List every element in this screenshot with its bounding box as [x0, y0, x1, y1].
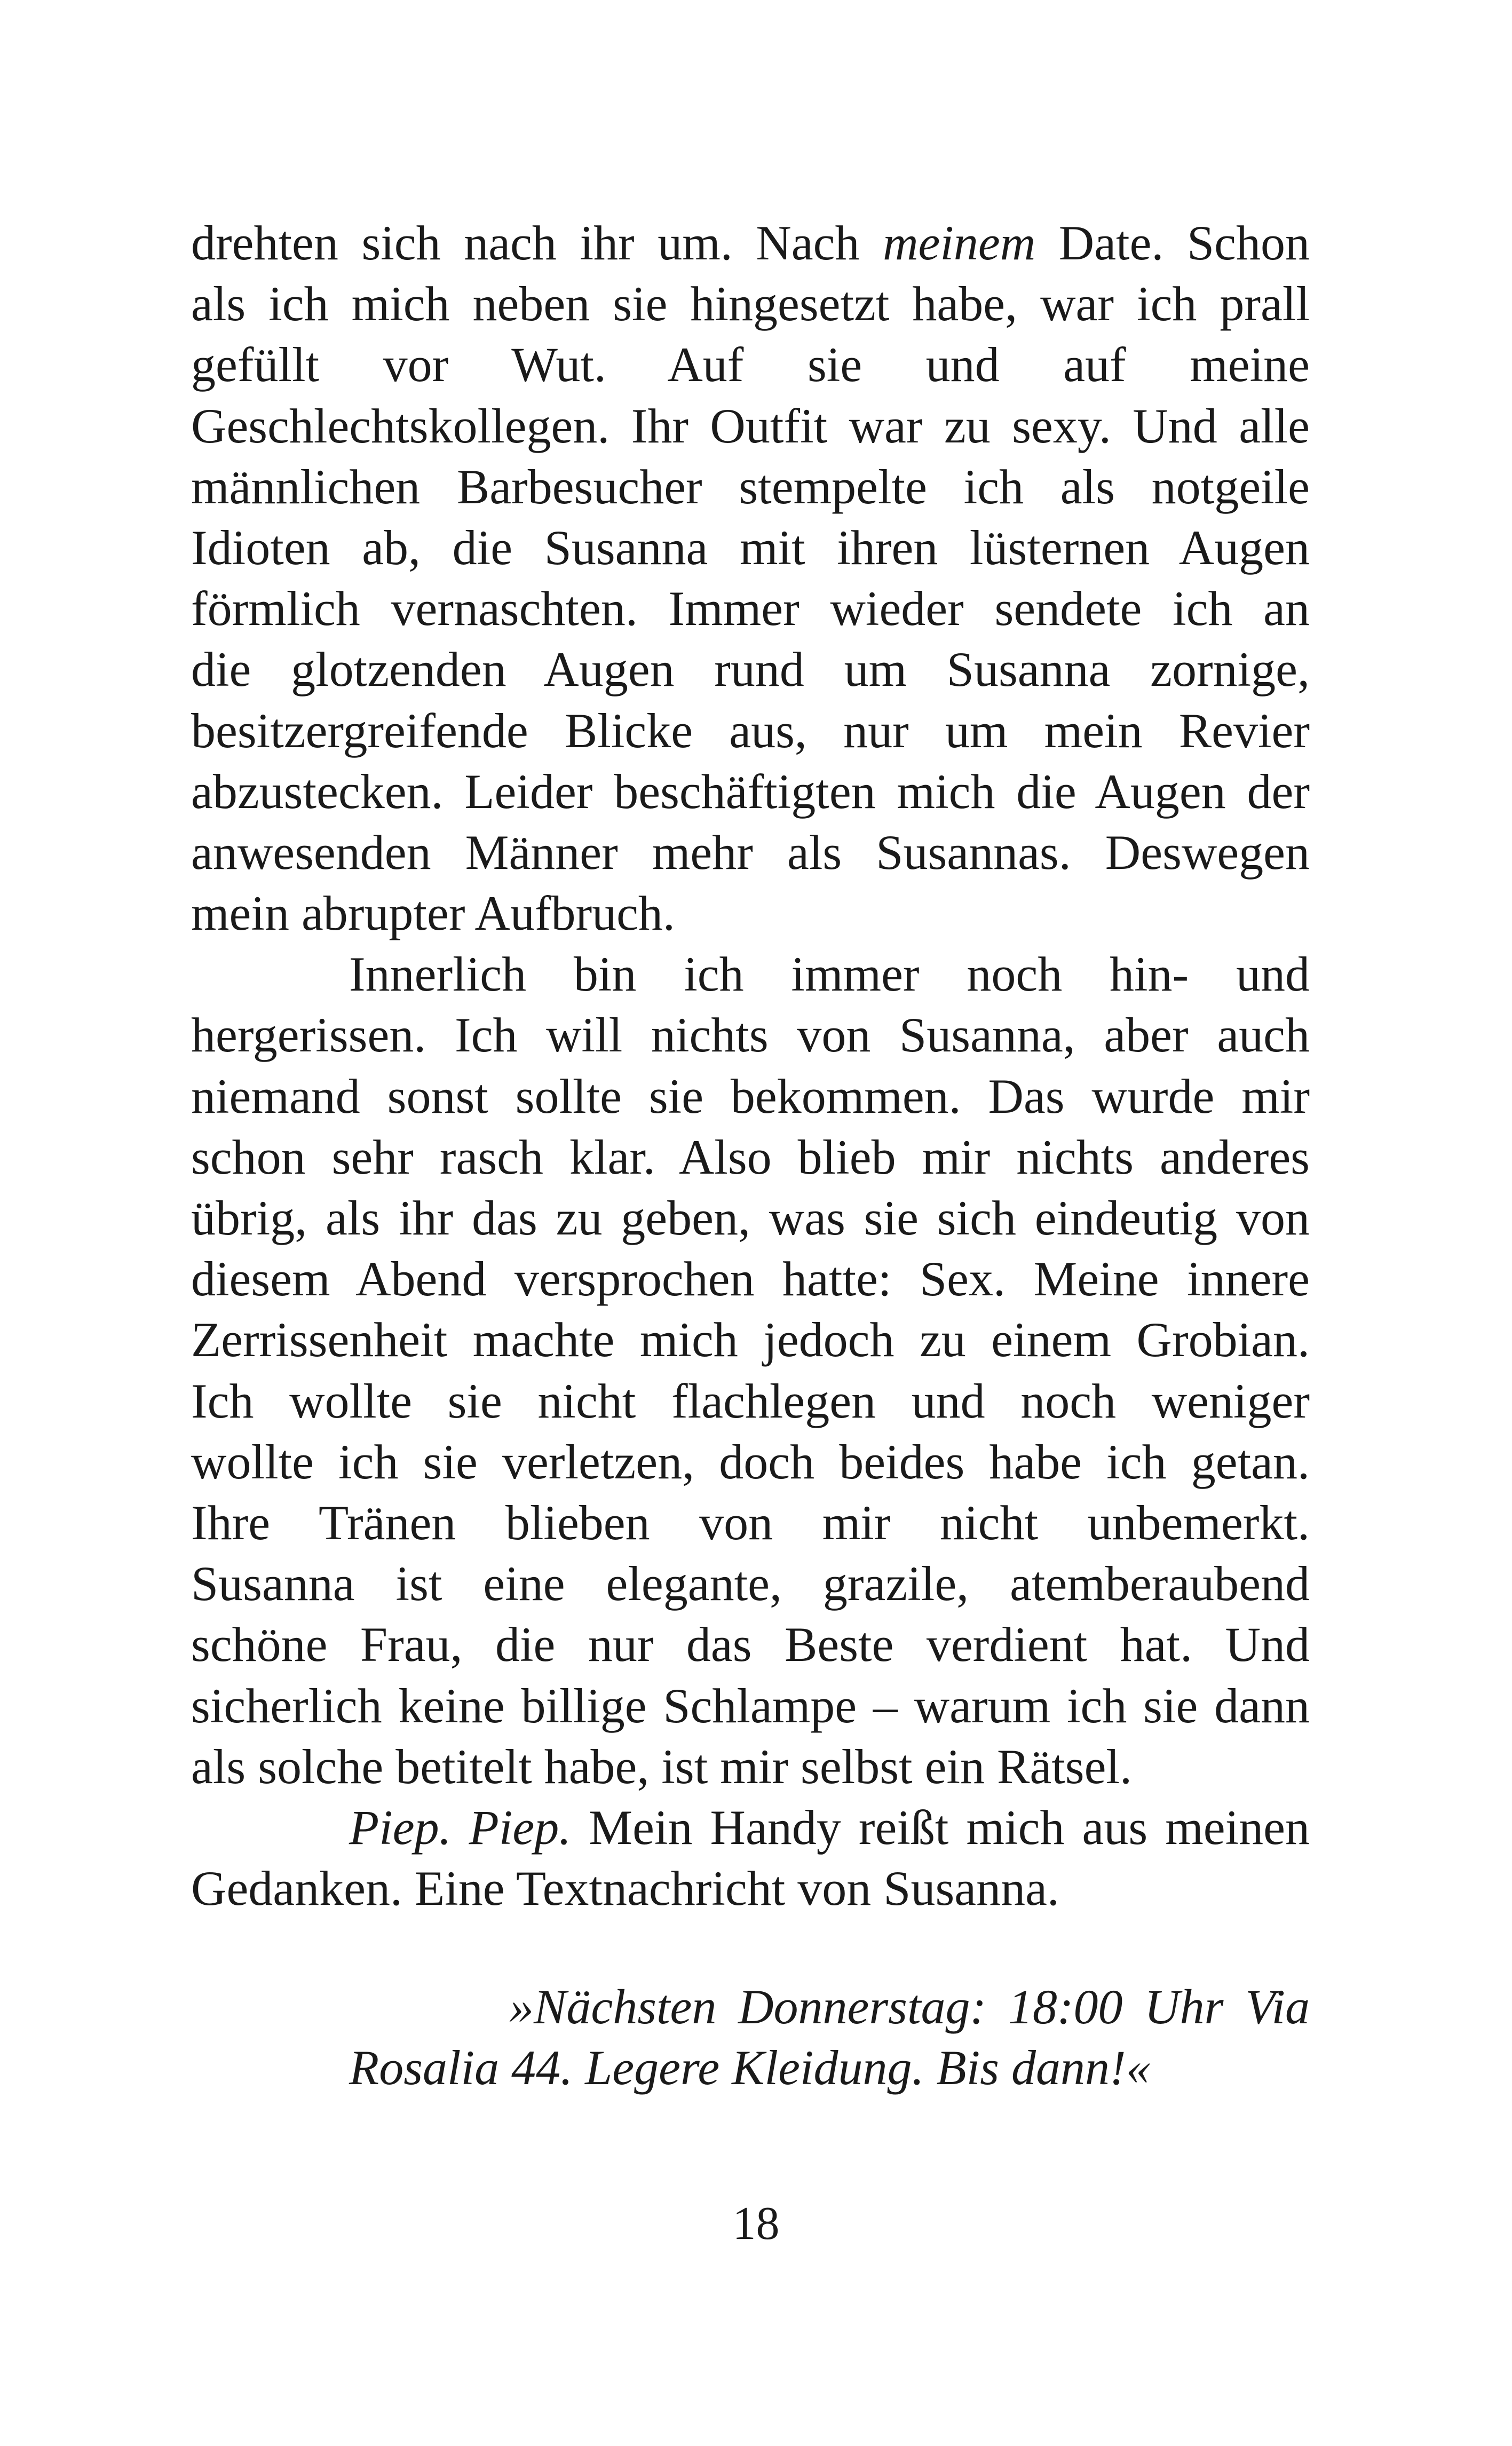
text-run: diesem Abend versprochen hatte: Sex. Meine innere: [191, 1252, 1310, 1307]
text-run: als solche betitelt habe, ist mir selbst ein Rätsel.: [191, 1739, 1132, 1794]
text-run: niemand sonst sollte sie bekommen. Das wurde mir: [191, 1068, 1310, 1123]
text-run: männlichen Barbesucher stempelte ich als notgeile: [191, 459, 1310, 514]
text-line: [191, 1127, 1310, 1188]
text-line: [191, 1614, 1310, 1675]
italic-text: Piep. Piep.: [349, 1800, 572, 1855]
text-line: [191, 273, 1310, 334]
text-run: mein abrupter Aufbruch.: [191, 886, 675, 941]
text-line: [191, 1553, 1310, 1614]
text-run: Date. Schon: [1035, 216, 1310, 270]
quote-line: Rosalia 44. Legere Kleidung. Bis dann!«: [349, 2040, 1151, 2095]
text-run: förmlich vernaschten. Immer wieder sendete ich an: [191, 581, 1310, 636]
text-line: [191, 639, 1310, 700]
text-line: [191, 944, 1310, 1004]
text-run: Susanna ist eine elegante, grazile, atemberaubend: [191, 1556, 1310, 1611]
text-run: drehten sich nach ihr um. Nach: [191, 216, 883, 270]
text-run: Geschlechtskollegen. Ihr Outfit war zu sexy. Und alle: [191, 398, 1310, 453]
text-line: [191, 1797, 1310, 1858]
text-line: [191, 578, 1310, 639]
text-run: gefüllt vor Wut. Auf sie und auf meine: [191, 337, 1310, 392]
text-line: [191, 700, 1310, 761]
text-run: Ich wollte sie nicht flachlegen und noch weniger: [191, 1373, 1310, 1428]
quote-line: »Nächsten Donnerstag: 18:00 Uhr Via: [509, 1980, 1310, 2034]
text-line: [191, 761, 1310, 822]
text-line: [191, 1066, 1310, 1127]
text-line: [191, 1309, 1310, 1370]
text-run: schöne Frau, die nur das Beste verdient hat. Und: [191, 1617, 1310, 1672]
text-run: Gedanken. Eine Textnachricht von Susanna.: [191, 1861, 1059, 1916]
page-number: 18: [732, 2198, 780, 2250]
text-run: Idioten ab, die Susanna mit ihren lüsternen Augen: [191, 520, 1310, 575]
text-line: [191, 1431, 1310, 1492]
italic-text: meinem: [883, 216, 1036, 270]
text-line: [191, 517, 1310, 578]
text-run: Innerlich bin ich immer noch hin- und: [349, 947, 1310, 1002]
text-line: [191, 1492, 1310, 1553]
text-run: hergerissen. Ich will nichts von Susanna, aber auch: [191, 1008, 1310, 1063]
text-line: [191, 334, 1310, 395]
text-run: als ich mich neben sie hingesetzt habe, war ich prall: [191, 276, 1310, 331]
text-run: abzustecken. Leider beschäftigten mich die Augen der: [191, 764, 1310, 819]
text-run: schon sehr rasch klar. Also blieb mir nichts anderes: [191, 1129, 1310, 1184]
text-line: [191, 212, 1310, 273]
text-line: [191, 1736, 1310, 1797]
text-line: [191, 1248, 1310, 1309]
text-run: Ihre Tränen blieben von mir nicht unbemerkt.: [191, 1495, 1310, 1550]
text-run: Zerrissenheit machte mich jedoch zu einem Grobian.: [191, 1312, 1310, 1367]
text-run: die glotzenden Augen rund um Susanna zornige,: [191, 642, 1310, 697]
text-line: [191, 1675, 1310, 1736]
body-text: [191, 212, 1310, 1919]
text-run: anwesenden Männer mehr als Susannas. Deswegen: [191, 825, 1310, 880]
text-run: besitzergreifende Blicke aus, nur um mein Revier: [191, 703, 1310, 758]
text-run: sicherlich keine billige Schlampe – warum ich sie dann: [191, 1678, 1310, 1733]
text-line: [191, 1188, 1310, 1248]
text-run: wollte ich sie verletzen, doch beides habe ich getan.: [191, 1434, 1310, 1489]
text-line: [191, 395, 1310, 456]
text-line: [191, 883, 1310, 944]
text-line: [191, 1004, 1310, 1065]
text-line: [191, 1371, 1310, 1431]
text-line: [191, 1858, 1310, 1919]
text-run: Mein Handy reißt mich aus meinen: [571, 1800, 1310, 1855]
text-line: [191, 456, 1310, 517]
text-run: übrig, als ihr das zu geben, was sie sich eindeutig von: [191, 1191, 1310, 1245]
text-message-quote: [191, 1976, 1310, 2098]
text-line: [191, 822, 1310, 883]
